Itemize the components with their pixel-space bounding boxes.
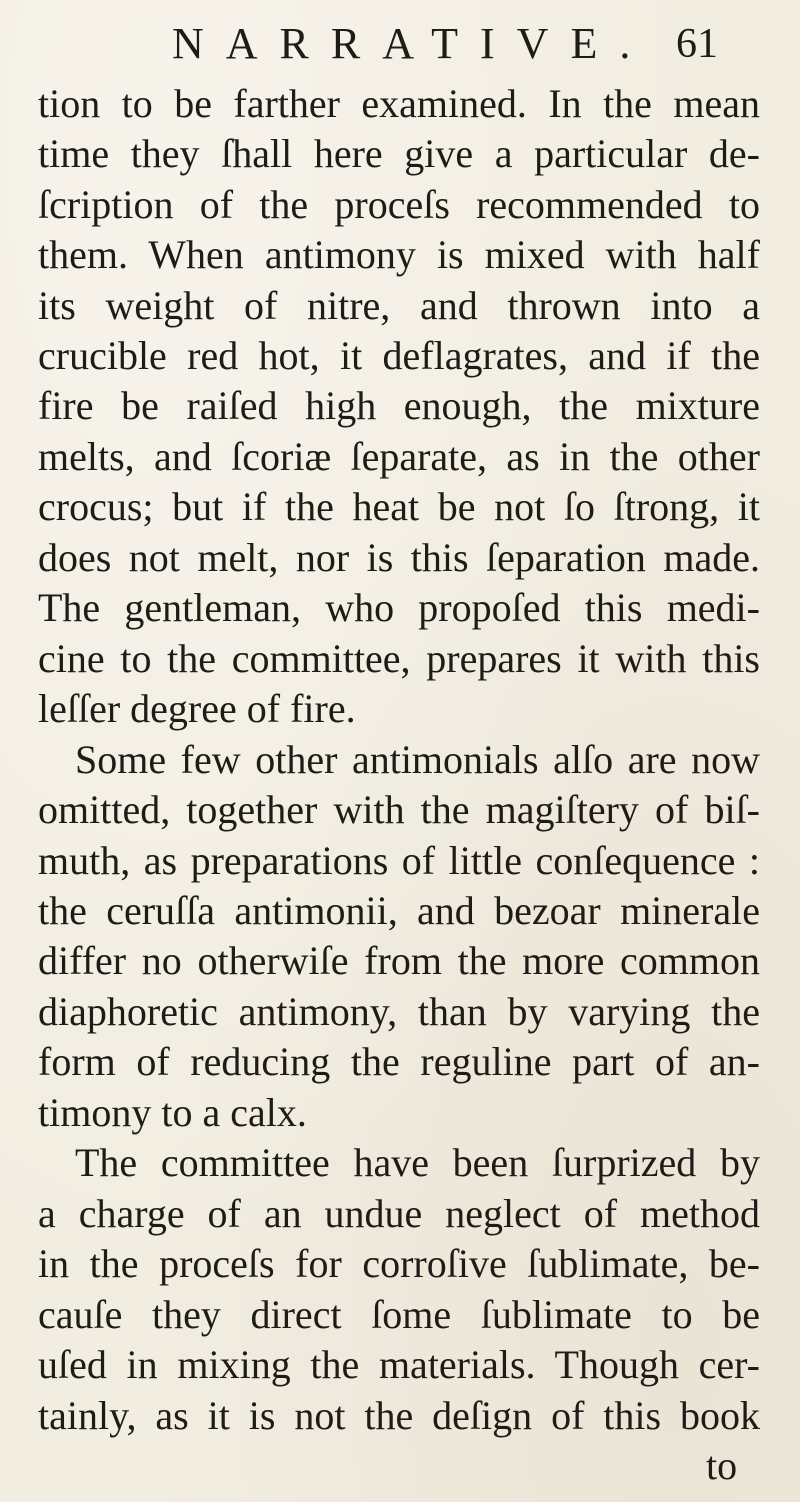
text-line: Some few other antimonials alſo are now [75, 737, 760, 782]
text-line: cine to the committee, prepares it with this [38, 636, 760, 681]
text-line: timony to a calx. [38, 1090, 307, 1135]
text-line: crocus; but if the heat be not ſo ſtrong, it [38, 484, 760, 529]
text-line: them. When antimony is mixed with half [38, 232, 760, 277]
page-header [0, 14, 800, 74]
text-line: leſſer degree of fire. [38, 686, 356, 731]
text-line: a charge of an undue neglect of method [38, 1191, 760, 1236]
text-line: muth, as preparations of little conſequence : [38, 838, 760, 883]
text-line: the ceruſſa antimonii, and bezoar minerale [38, 888, 760, 933]
page-number: 61 [676, 21, 718, 67]
text-line: diaphoretic antimony, than by varying the [38, 989, 760, 1034]
text-line: form of reducing the reguline part of an- [38, 1039, 760, 1084]
catchword: to [706, 1443, 738, 1488]
text-line: uſed in mixing the materials. Though cer- [38, 1342, 760, 1387]
text-line: tainly, as it is not the deſign of this book [38, 1393, 760, 1438]
text-line: differ no otherwiſe from the more common [38, 938, 760, 983]
text-line: cauſe they direct ſome ſublimate to be [38, 1292, 760, 1337]
running-title: NARRATIVE. [172, 19, 653, 68]
text-line: ſcription of the proceſs recommended to [38, 182, 760, 227]
text-line: omitted, together with the magiſtery of biſ- [38, 787, 760, 832]
text-line: does not melt, nor is this ſeparation made. [38, 535, 760, 580]
text-line: crucible red hot, it deflagrates, and if the [38, 333, 760, 378]
text-line: time they ſhall here give a particular de- [38, 131, 760, 176]
text-line: The gentleman, who propoſed this medi- [38, 585, 760, 630]
text-line: The committee have been ſurprized by [75, 1140, 760, 1185]
text-line: its weight of nitre, and thrown into a [38, 283, 760, 328]
text-line: tion to be farther examined. In the mean [38, 81, 760, 126]
text-line: in the proceſs for corroſive ſublimate, be- [38, 1241, 760, 1286]
text-line: melts, and ſcoriæ ſeparate, as in the other [38, 434, 760, 479]
text-line: fire be raiſed high enough, the mixture [38, 383, 760, 428]
